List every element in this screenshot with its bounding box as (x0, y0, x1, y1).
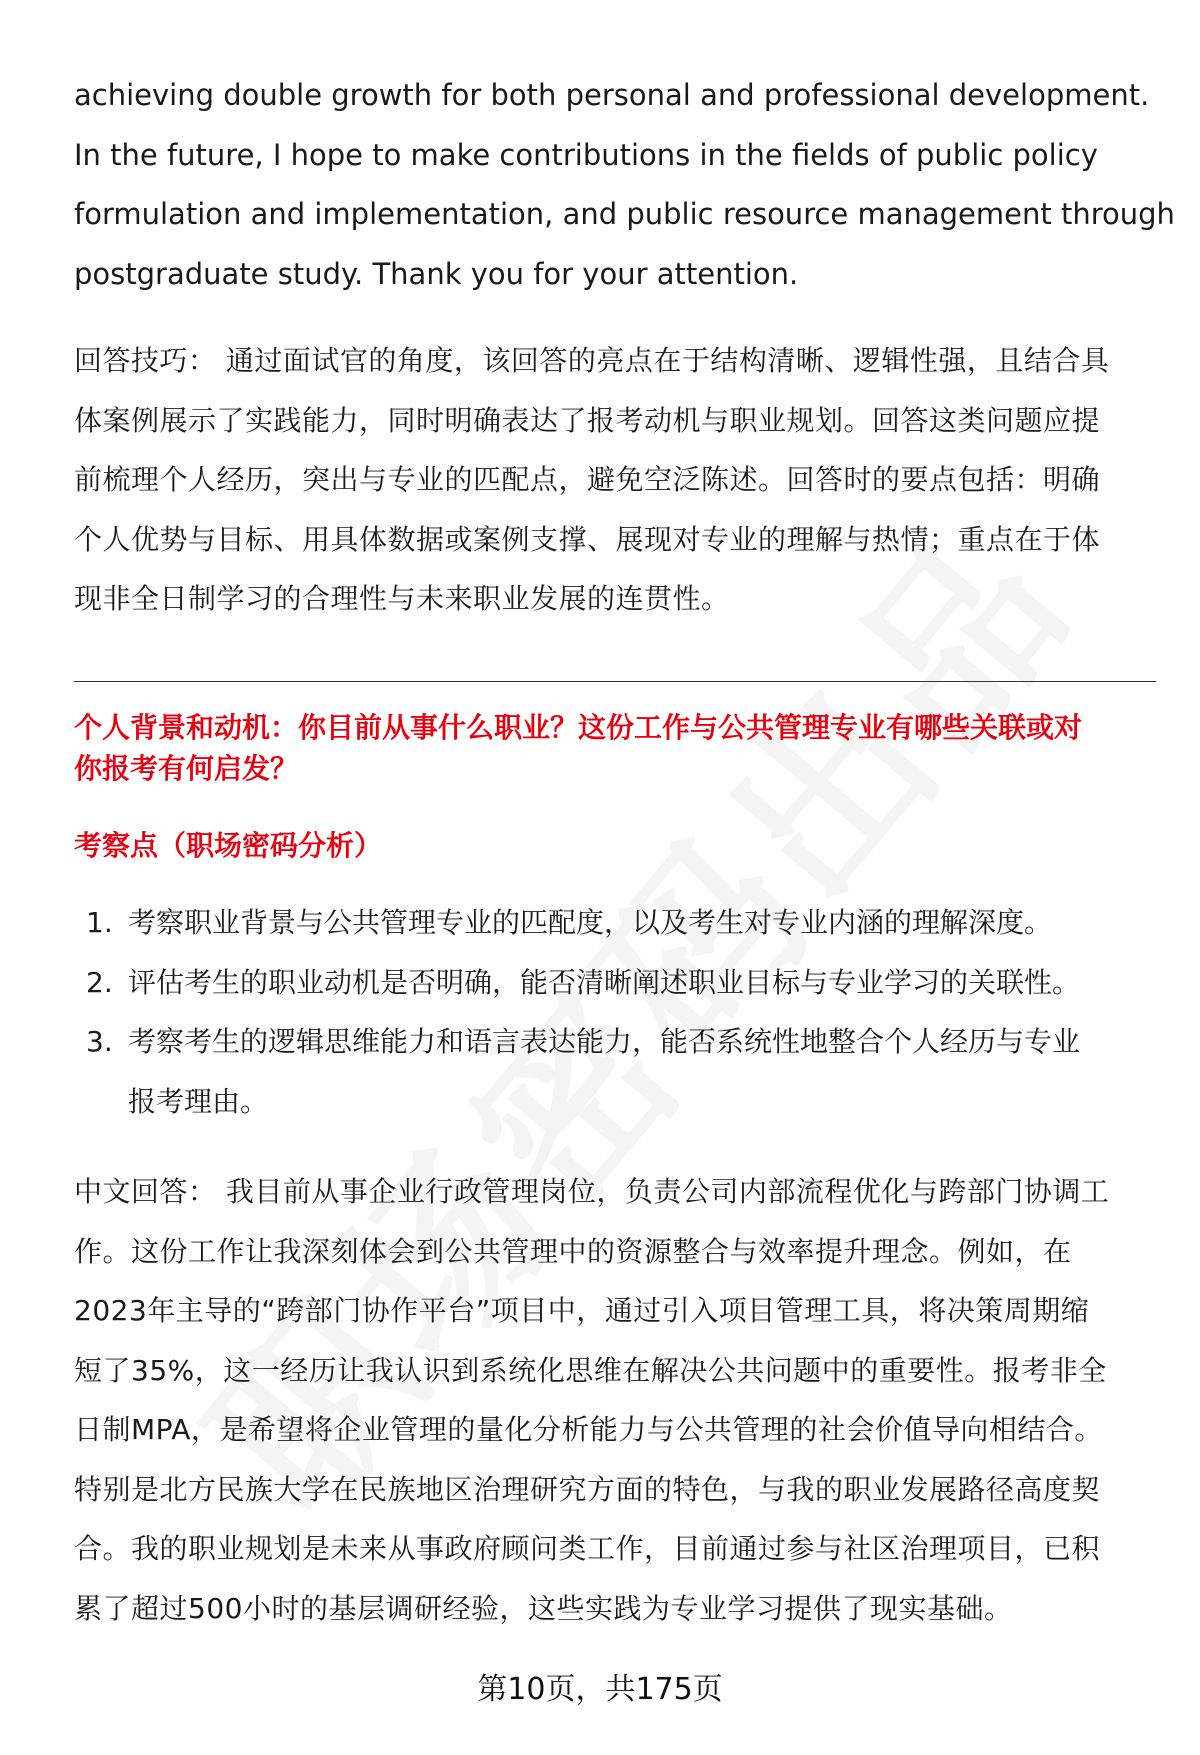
answer-line: 日制MPA，是希望将企业管理的量化分析能力与公共管理的社会价值导向相结合。 (74, 1413, 1103, 1446)
answer-line: 累了超过500小时的基层调研经验，这些实践为专业学习提供了现实基础。 (74, 1591, 1013, 1625)
answer-line: 2023年主导的“跨部门协作平台”项目中，通过引入项目管理工具，将决策周期缩 (74, 1294, 1090, 1327)
list-item-number: 3. (86, 1025, 113, 1058)
list-item-text: 评估考生的职业动机是否明确，能否清晰阐述职业目标与专业学习的关联性。 (128, 965, 1081, 999)
question-line: 个人背景和动机：你目前从事什么职业？这份工作与公共管理专业有哪些关联或对 (74, 711, 1083, 744)
list-item-text: 考察考生的逻辑思维能力和语言表达能力，能否系统性地整合个人经历与专业 (128, 1025, 1081, 1058)
tips-line: 回答技巧： 通过面试官的角度，该回答的亮点在于结构清晰、逻辑性强，且结合具 (74, 344, 1110, 377)
assessment-heading: 考察点（职场密码分析） (74, 829, 383, 862)
tips-line: 体案例展示了实践能力，同时明确表达了报考动机与职业规划。回答这类问题应提 (74, 403, 1101, 437)
english-answer-line: formulation and implementation, and public resource management through (74, 197, 1175, 231)
answer-line: 特别是北方民族大学在民族地区治理研究方面的特色，与我的职业发展路径高度契 (74, 1472, 1101, 1506)
tips-line: 个人优势与目标、用具体数据或案例支撑、展现对专业的理解与热情；重点在于体 (74, 522, 1101, 556)
answer-line: 中文回答： 我目前从事企业行政管理岗位，负责公司内部流程优化与跨部门协调工 (74, 1175, 1110, 1208)
list-item (74, 1012, 1158, 1131)
english-answer-line: postgraduate study. Thank you for your attention. (74, 256, 799, 291)
answer-line: 短了35%，这一经历让我认识到系统化思维在解决公共问题中的重要性。报考非全 (74, 1353, 1107, 1387)
page-number-footer: 第10页，共175页 (477, 1672, 723, 1707)
english-answer-line: achieving double growth for both personal and professional development. (74, 78, 1150, 112)
tips-line: 前梳理个人经历，突出与专业的匹配点，避免空泛陈述。回答时的要点包括：明确 (74, 463, 1101, 496)
english-answer-line: In the future, I hope to make contributions in the fields of public policy (74, 137, 1098, 172)
section-divider (74, 681, 1156, 682)
question-heading (74, 707, 1158, 789)
list-item (74, 893, 1158, 953)
question-line: 你报考有何启发？ (74, 752, 299, 785)
list-item-text: 报考理由。 (128, 1084, 269, 1118)
list-item-text: 考察职业背景与公共管理专业的匹配度，以及考生对专业内涵的理解深度。 (128, 906, 1053, 939)
tips-line: 现非全日制学习的合理性与未来职业发展的连贯性。 (74, 582, 730, 615)
list-item (74, 953, 1158, 1013)
list-item-number: 1. (86, 906, 113, 939)
assessment-list (74, 893, 1158, 1131)
english-answer-paragraph (74, 66, 1175, 304)
list-item-number: 2. (86, 965, 113, 999)
answer-line: 合。我的职业规划是未来从事政府顾问类工作，目前通过参与社区治理项目，已积 (74, 1532, 1101, 1565)
chinese-answer-paragraph (74, 1162, 1158, 1638)
answer-line: 作。这份工作让我深刻体会到公共管理中的资源整合与效率提升理念。例如，在 (74, 1234, 1072, 1268)
answer-tips-paragraph (74, 331, 1158, 629)
